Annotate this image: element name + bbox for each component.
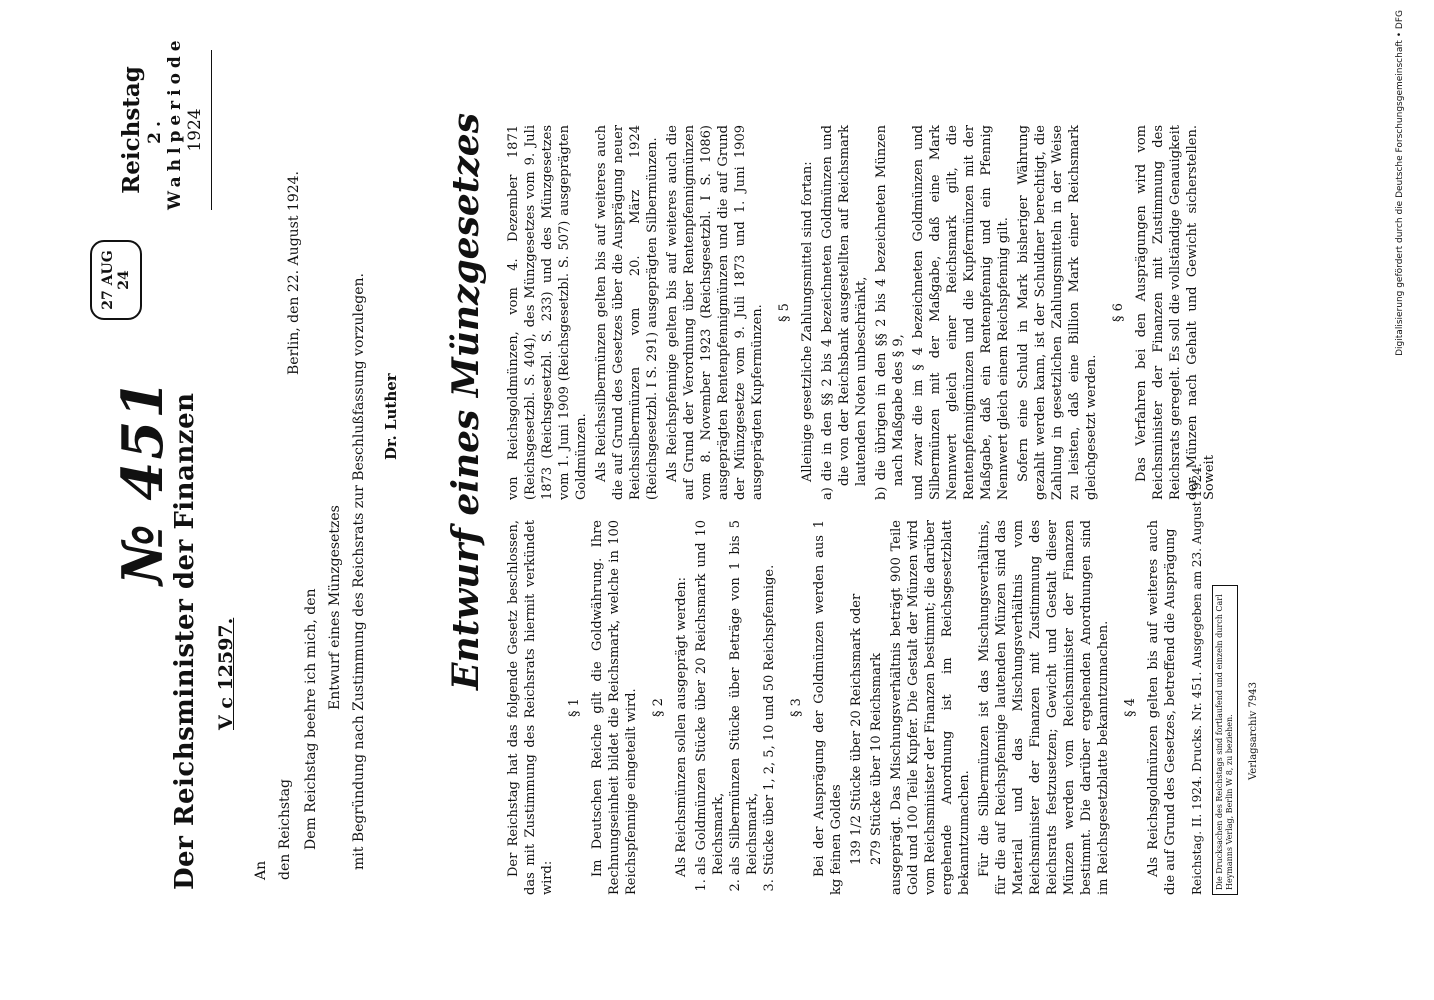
section-1-text: Im Deutschen Reiche gilt die Goldwährung. Ihre Rechnungseinheit bildet die Reichsmark, welche in 100 Reichspfennige eingeteilt wird. — [590, 520, 639, 895]
section-2-heading: § 2 — [651, 698, 666, 717]
section-2-item: 1. als Goldmünzen Stücke über 20 Reichsmark und 10 Reichsmark, — [693, 520, 727, 875]
wahlperiode-label: 2. Wahlperiode — [145, 35, 185, 210]
addressee-line2: den Reichstag — [277, 779, 293, 880]
footer-line: Reichstag. II. 1924. Drucks. Nr. 451. Ausgegeben am 23. August 1924. — [1190, 463, 1204, 895]
year-label: 1924 — [185, 108, 205, 152]
section-2-intro: Als Reichsmünzen sollen ausgeprägt werden: — [674, 576, 689, 877]
section-4-heading: § 4 — [1123, 698, 1138, 717]
section-3-intro: Bei der Ausprägung der Goldmünzen werden aus 1 kg feinen Goldes — [812, 520, 844, 895]
letter-body-line3: mit Begründung nach Zustimmung des Reichsrats zur Beschlußfassung vorzulegen. — [351, 273, 367, 870]
section-5-heading: § 5 — [777, 303, 792, 322]
section-3-text: ausgeprägt. Das Mischungsverhältnis beträgt 900 Teile Gold und 100 Teile Kupfer. Die Gestalt der Münzen wird vom Reichsminister der Finanzen bestimmt; die darüber ergehende Anordnung ist im Reichsgesetzblatt bekanntzumachen. — [889, 520, 972, 895]
section-5-text: und zwar die im § 4 bezeichneten Goldmünzen und Silbermünzen mit der Maßgabe, daß eine Mark Nennwert gleich einer Reichsmark gilt, die Rentenpfennigmünzen und die Kupfermünzen mit der Maßgabe, daß ein Rentenpfennig und ein Pfennig Nennwert gleich einem Reichspfennig gilt. — [911, 125, 1011, 500]
section-5-item-b: b) die übrigen in den §§ 2 bis 4 bezeichneten Münzen nach Maßgabe des § 9, — [874, 125, 906, 500]
silver-coins-paragraph: Als Reichssilbermünzen gelten bis auf weiteres auch die auf Grund des Gesetzes über die Ausprägung neuer Reichssilbermünzen vom 20. März 1924 (Reichsgesetzbl. I S. 291) ausgeprägten Silbermünzen. — [594, 125, 660, 500]
footnote-box: Die Drucksachen des Reichstags sind fortlaufend und einzeln durch Carl Heymanns Verlag, Berlin W 8, zu beziehen. — [1212, 585, 1238, 895]
verlag-archive: Verlagsarchiv 7943 — [1248, 682, 1259, 780]
section-4-text: Als Reichsgoldmünzen gelten bis auf weiteres auch die auf Grund des Gesetzes, betreffend die Ausprägung — [1146, 520, 1178, 895]
ministry-title: Der Reichsminister der Finanzen — [170, 392, 200, 890]
section-6-text: Das Verfahren bei den Ausprägungen wird vom Reichsminister der Finanzen mit Zustimmung des Reichsrats geregelt. Es soll die vollständige Genauigkeit der Münzen nach Gehalt und Gewicht sicherstellen. Soweit — [1134, 125, 1217, 500]
addressee — [250, 779, 298, 880]
signature: Dr. Luther — [382, 373, 400, 460]
left-column — [505, 520, 1182, 895]
dfg-credit: Digitalisierung gefördert durch die Deutsche Forschungsgemeinschaft • DFG — [1395, 10, 1405, 356]
section-6-heading: § 6 — [1111, 303, 1126, 322]
addressee-line1: An — [253, 860, 269, 880]
section-3-line1: 139 1/2 Stücke über 20 Reichsmark oder — [849, 593, 864, 865]
header-rule — [211, 50, 212, 210]
section-5-text2: Sofern eine Schuld in Mark bisheriger Währung gezahlt werden kann, ist der Schuldner berechtigt, die Zahlung in gesetzlichen Zahlungsmitteln in der Weise zu leisten, daß eine Billion Mark einer Reichsmark gleichgesetzt werden. — [1016, 125, 1099, 500]
section-3-heading: § 3 — [789, 698, 804, 717]
place-date: Berlin, den 22. August 1924. — [286, 170, 302, 375]
section-3-line2: 279 Stücke über 10 Reichsmark — [869, 653, 884, 865]
letter-body — [300, 230, 372, 870]
section-3-text2: Für die Silbermünzen ist das Mischungsverhältnis, für die auf Reichspfennige lautenden Münzen sind das Material und das Mischungsverhältnis vom Reichsminister der Finanzen mit Zustimmung des Reichsrats festzusetzen; Gewicht und Gestalt dieser Münzen werden vom Reichsminister der Finanzen bestimmt. Die darüber ergehenden Anordnungen sind im Reichsgesetzblatte bekanntzumachen. — [977, 520, 1111, 895]
section-1-heading: § 1 — [567, 698, 582, 717]
reichstag-block — [118, 35, 212, 210]
letter-body-line2: Entwurf eines Münzgesetzes — [327, 505, 343, 710]
reference-number: V c 12597. — [215, 617, 237, 730]
pfennig-paragraph: Als Reichspfennige gelten bis auf weiteres auch die auf Grund der Verordnung über Rentenpfennigmünzen vom 8. November 1923 (Reichsgesetzbl. I S. 1086) ausgeprägten Rentenpfennigmünzen und die auf Grund der Münzgesetze vom 9. Juli 1873 und 1. Juni 1909 ausgeprägten Kupfermünzen. — [665, 125, 765, 500]
document-title: Entwurf eines Münzgesetzes — [445, 113, 487, 690]
section-5-intro: Alleinige gesetzliche Zahlungsmittel sind fortan: — [800, 161, 815, 482]
continuation-paragraph: von Reichsgoldmünzen, vom 4. Dezember 1871 (Reichsgesetzbl. S. 404), des Münzgesetzes vom 9. Juli 1873 (Reichsgesetzbl. S. 233) und des Münzgesetzes vom 1. Juni 1909 (Reichsgesetzbl. S. 507) ausgeprägten Goldmünzen. — [506, 125, 589, 500]
document-number: № 451 — [110, 377, 176, 585]
section-2-item: 2. als Silbermünzen Stücke über Beträge von 1 bis 5 Reichsmark, — [727, 520, 761, 875]
section-2-list — [693, 520, 778, 895]
intro-paragraph: Der Reichstag hat das folgende Gesetz beschlossen, das mit Zustimmung des Reichsrats hiermit verkündet wird: — [506, 520, 555, 895]
section-2-item: 3. Stücke über 1, 2, 5, 10 und 50 Reichspfennige. — [761, 520, 778, 875]
received-stamp: 27 AUG 24 — [90, 240, 142, 320]
section-5-item-a: a) die in den §§ 2 bis 4 bezeichneten Goldmünzen und die von der Reichsbank ausgestellten auf Reichsmark lautenden Noten unbeschränkt, — [820, 125, 869, 500]
letter-body-line1: Dem Reichstag beehre ich mich, den — [303, 588, 319, 850]
right-column — [505, 125, 1221, 500]
reichstag-label: Reichstag — [118, 66, 145, 194]
